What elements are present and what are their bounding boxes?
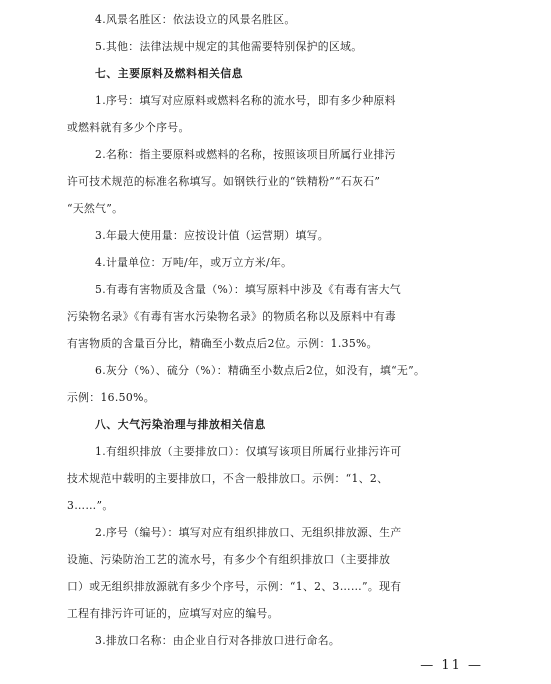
section-heading-7: 七、主要原料及燃料相关信息: [95, 67, 244, 80]
text-line-11: 5.有毒有害物质及含量（%）：填写原料中涉及《有毒有害大气: [95, 283, 402, 296]
text-line-14: 6.灰分（%）、硫分（%）：精确至小数点后2位，如没有，填“无”。: [95, 364, 426, 377]
text-line-7: 许可技术规范的标准名称填写。如钢铁行业的“铁精粉”“石灰石”: [67, 175, 381, 188]
text-line-21: 设施、污染防治工艺的流水号，有多少个有组织排放口（主要排放: [67, 553, 391, 566]
section-heading-8: 八、大气污染治理与排放相关信息: [95, 418, 266, 431]
text-line-23: 工程有排污许可证的，应填写对应的编号。: [67, 607, 279, 620]
text-line-2: 5.其他：法律法规中规定的其他需要特别保护的区域。: [95, 40, 363, 53]
text-line-18: 技术规范中载明的主要排放口，不含一般排放口。示例：“1、2、: [67, 472, 389, 485]
text-line-24: 3.排放口名称：由企业自行对各排放口进行命名。: [95, 634, 341, 647]
text-line-4: 1.序号：填写对应原料或燃料名称的流水号，即有多少种原料: [95, 94, 396, 107]
text-line-19: 3……”。: [67, 499, 114, 512]
text-line-12: 污染物名录》《有毒有害水污染物名录》的物质名称以及原料中有毒: [67, 310, 397, 323]
text-line-5: 或燃料就有多少个序号。: [67, 121, 190, 134]
text-line-6: 2.名称：指主要原料或燃料的名称，按照该项目所属行业排污: [95, 148, 396, 161]
text-line-10: 4.计量单位：万吨/年，或万立方米/年。: [95, 256, 293, 269]
text-line-17: 1.有组织排放（主要排放口）：仅填写该项目所属行业排污许可: [95, 445, 402, 458]
page-number: — 11 —: [420, 658, 483, 673]
text-line-9: 3.年最大使用量：应按设计值（运营期）填写。: [95, 229, 329, 242]
text-line-13: 有害物质的含量百分比，精确至小数点后2位。示例：1.35%。: [67, 337, 378, 350]
text-line-1: 4.风景名胜区：依法设立的风景名胜区。: [95, 13, 296, 26]
text-line-22: 口）或无组织排放源就有多少个序号，示例：“1、2、3……”。现有: [67, 580, 402, 593]
text-line-15: 示例：16.50%。: [67, 391, 155, 404]
text-line-8: “天然气”。: [67, 202, 124, 215]
text-line-20: 2.序号（编号）：填写对应有组织排放口、无组织排放源、生产: [95, 526, 402, 539]
